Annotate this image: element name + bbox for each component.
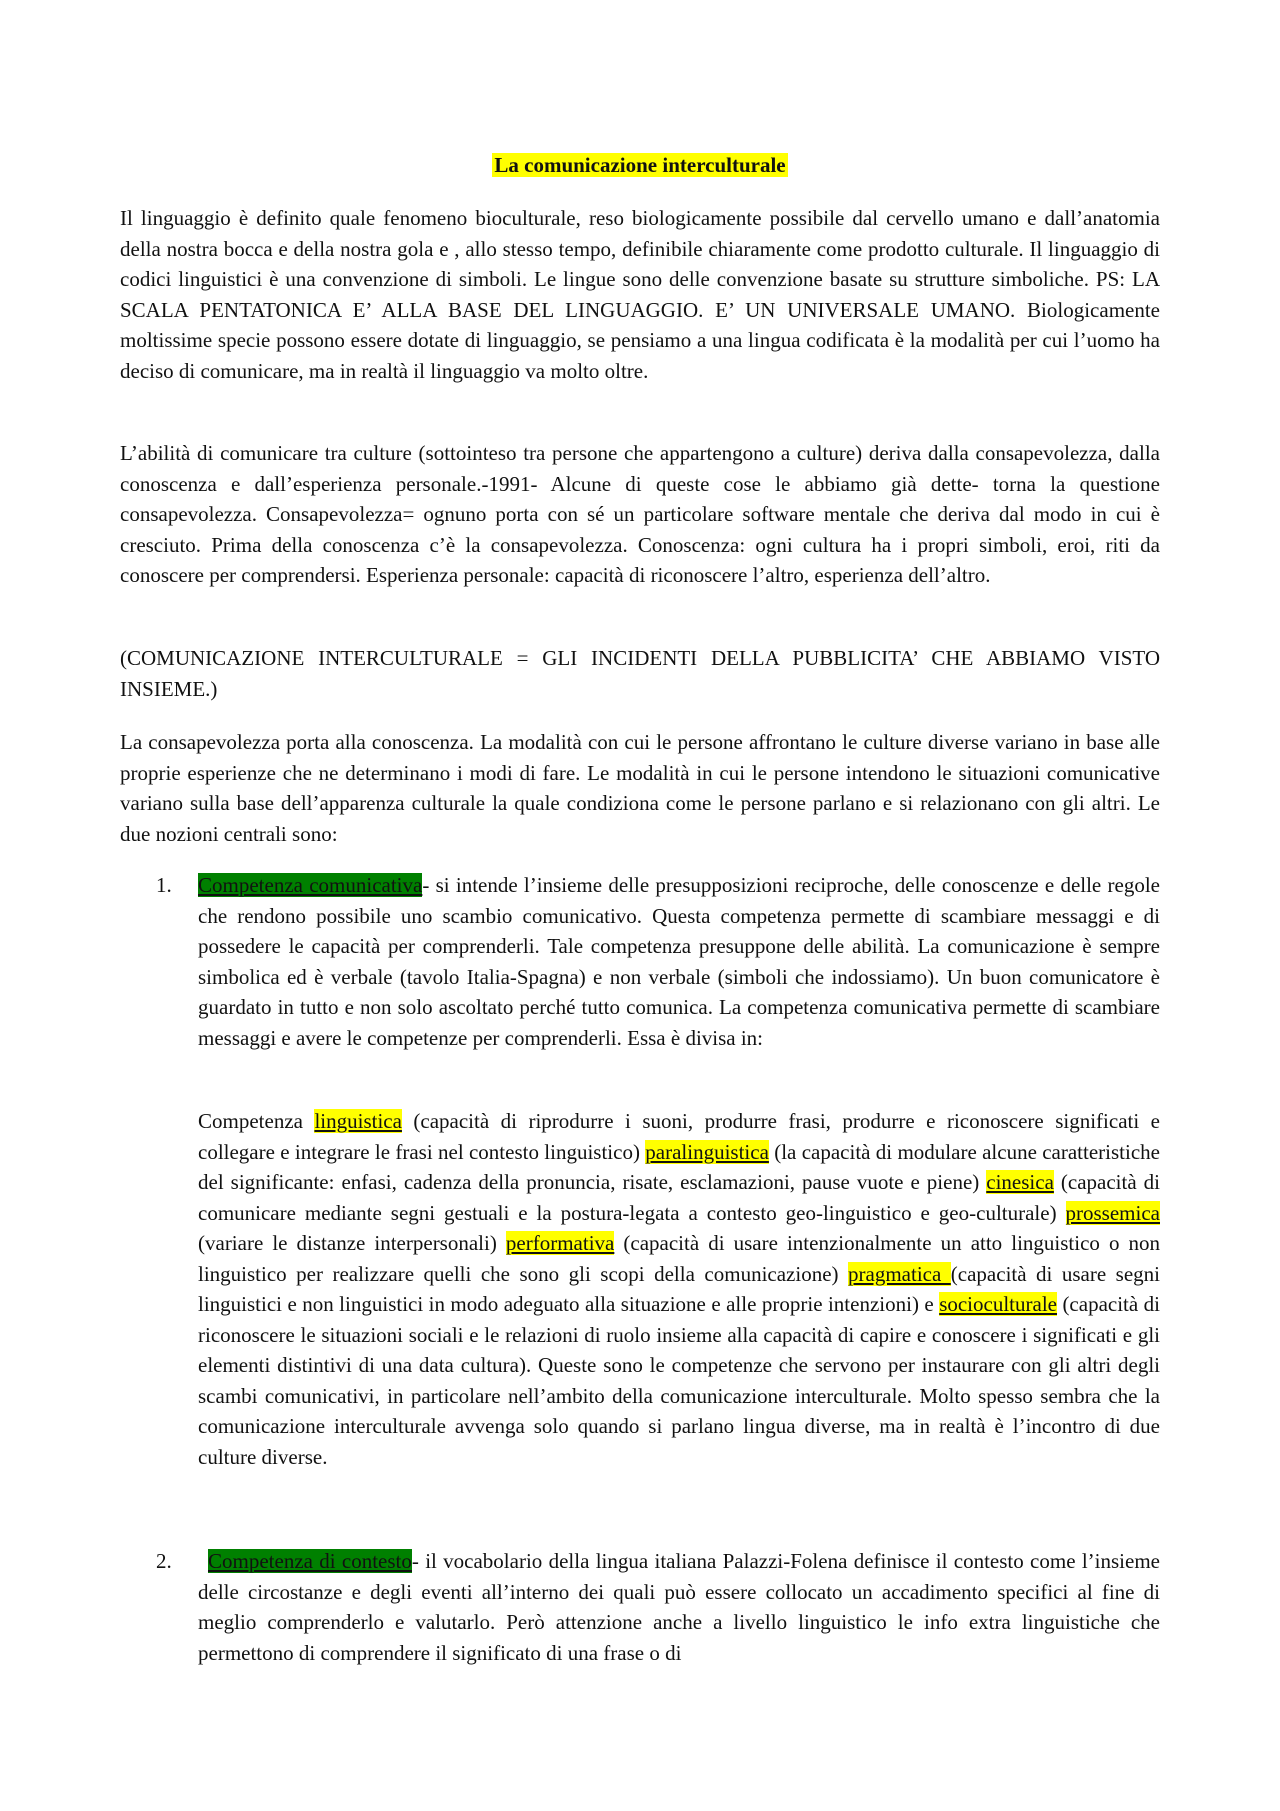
list-number: 2. [156, 1549, 172, 1573]
sub-text: Competenza [198, 1109, 315, 1133]
list-item-competenza-comunicativa [120, 870, 1160, 1053]
term-competenza-comunicativa: Competenza comunicativa [198, 873, 423, 897]
subparagraph-competenze [198, 1106, 1160, 1472]
paragraph-linguaggio: Il linguaggio è definito quale fenomeno bioculturale, reso biologicamente possibile dal cervello umano e dall’anatomia della nostra bocca e della nostra gola e , allo stesso tempo, definibile chiaramente come prodotto culturale. Il linguaggio di codici linguistici è una convenzione di simboli. Le lingue sono delle convenzione basate su strutture simboliche. PS: LA SCALA PENTATONICA E’ ALLA BASE DEL LINGUAGGIO. E’ UN UNIVERSALE UMANO. Biologicamente moltissime specie possono essere dotate di linguaggio, se pensiamo a una lingua codificata è la modalità per cui l’uomo ha deciso di comunicare, ma in realtà il linguaggio va molto oltre. [120, 206, 1160, 383]
term-linguistica: linguistica [314, 1109, 402, 1133]
term-socioculturale: socioculturale [939, 1292, 1057, 1316]
document-title [0, 150, 1280, 180]
term-performativa: performativa [505, 1231, 615, 1255]
sub-text: (capacità di riprodurre i suoni, produrre frasi, produrre e riconoscere significati e collegare e integrare le frasi nel contesto linguistico) [198, 1109, 1160, 1164]
sub-text: (variare le distanze interpersonali) [198, 1231, 506, 1255]
term-prossemica: prossemica [1065, 1200, 1160, 1225]
term-paralinguistica: paralinguistica [645, 1139, 769, 1164]
definition-text: - si intende l’insieme delle presupposizioni reciproche, delle conoscenze e delle regole che rendono possibile uno scambio comunicativo. Questa competenza permette di scambiare messaggi e di possedere le capacità per comprenderli. Tale competenza presuppone delle abilità. La comunicazione è sempre simbolica ed è verbale (tavolo Italia-Spagna) e non verbale (simboli che indossiamo). Un buon comunicatore è guardato in tutto e non solo ascoltato perché tutto comunica. La competenza comunicativa permette di scambiare messaggi e avere le competenze per comprenderli. Essa è divisa in: [198, 873, 1160, 1050]
sub-text: (la capacità di modulare alcune caratteristiche del significante: enfasi, cadenza della pronuncia, risate, esclamazioni, pause vuote e piene) [198, 1139, 1160, 1194]
sub-text: (capacità di riconoscere le situazioni sociali e le relazioni di ruolo insieme alla capacità di capire e conoscere i significati e gli elementi distintivi di una data cultura). Queste sono le competenze che servono per instaurare con gli altri degli scambi comunicativi, in particolare nell’ambito della comunicazione interculturale. Molto spesso sembra che la comunicazione interculturale avvenga solo quando si parlano lingua diverse, ma in realtà è l’incontro di due culture diverse. [198, 1292, 1160, 1469]
paragraph-comunicazione-interculturale: (COMUNICAZIONE INTERCULTURALE = GLI INCIDENTI DELLA PUBBLICITA’ CHE ABBIAMO VISTO INSIEME.) [120, 646, 1160, 701]
title-text: La comunicazione interculturale [494, 153, 786, 177]
term-competenza-di-contesto: Competenza di contesto [208, 1549, 412, 1573]
term-cinesica: cinesica [986, 1170, 1054, 1194]
sub-text: (capacità di usare intenzionalmente un atto linguistico o non linguistico per realizzare quelli che sono gli scopi della comunicazione) [198, 1231, 1160, 1286]
paragraph-abilita: L’abilità di comunicare tra culture (sottointeso tra persone che appartengono a culture) deriva dalla consapevolezza, dalla conoscenza e dall’esperienza personale.-1991- Alcune di queste cose le abbiamo già dette- torna la questione consapevolezza. Consapevolezza= ognuno porta con sé un particolare software mentale che deriva dal modo in cui è cresciuto. Prima della conoscenza c’è la consapevolezza. Conoscenza: ogni cultura ha i propri simboli, eroi, riti da conoscere per comprendersi. Esperienza personale: capacità di riconoscere l’altro, esperienza dell’altro. [120, 441, 1160, 587]
list-item-competenza-contesto [120, 1546, 1160, 1668]
sub-text: (capacità di usare segni linguistici e non linguistici in modo adeguato alla situazione e alle proprie intenzioni) e [198, 1261, 1161, 1316]
list-item-text [198, 870, 1160, 1053]
term-pragmatica: pragmatica [848, 1261, 951, 1286]
list-item-text [198, 1546, 1160, 1668]
list-number: 1. [156, 873, 172, 897]
sub-text: (capacità di comunicare mediante segni gestuali e la postura-legata a contesto geo-linguistico e geo-culturale) [198, 1170, 1160, 1225]
definition-text: - il vocabolario della lingua italiana Palazzi-Folena definisce il contesto come l’insieme delle circostanze e degli eventi all’interno dei quali può essere collocato un accadimento specifici al fine di meglio comprenderlo e valutarlo. Però attenzione anche a livello linguistico le info extra linguistiche che permettono di comprendere il significato di una frase o di [198, 1549, 1160, 1665]
paragraph-consapevolezza: La consapevolezza porta alla conoscenza. La modalità con cui le persone affrontano le culture diverse variano in base alle proprie esperienze che ne determinano i modi di fare. Le modalità in cui le persone intendono le situazioni comunicative variano sulla base dell’apparenza culturale la quale condiziona come le persone parlano e si relazionano con gli altri. Le due nozioni centrali sono: [120, 730, 1160, 846]
